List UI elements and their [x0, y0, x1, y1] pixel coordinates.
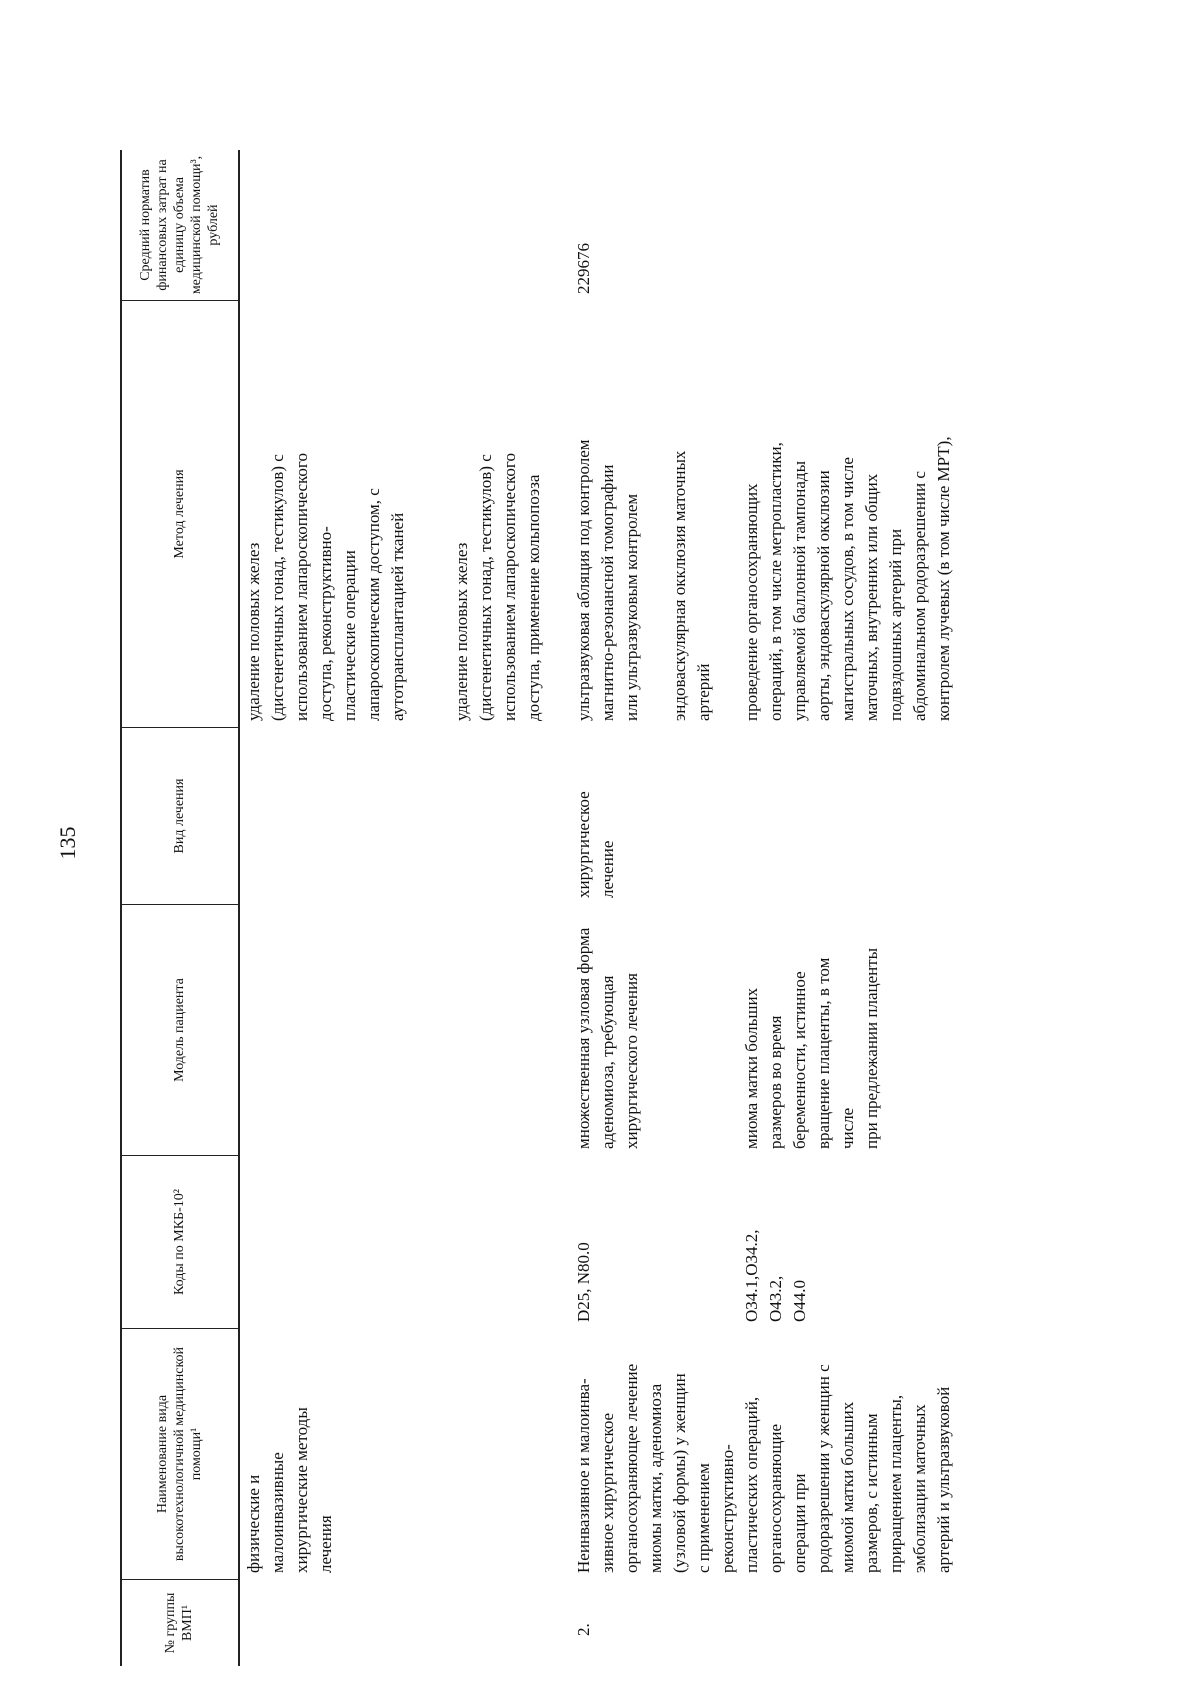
- patient-model-1: множественная узловая форма аденомиоза, требующая хирургического лечения: [574, 927, 641, 1149]
- prev-method-1: удаление половых желез (дисгенетичных гонад, тестикулов) с использованием лапароскопического доступа, реконструктивно- пластические операции лапароскопическим доступом, с аутотрансплантацией тканей: [244, 453, 407, 721]
- header-group-number: № группы ВМП¹: [163, 1592, 195, 1654]
- header-patient-model: Модель пациента: [171, 978, 187, 1082]
- header-vmp-name: Наименование вида высокотехнологичной медицинской помощи¹: [154, 1346, 204, 1562]
- group-number: 2.: [574, 1623, 593, 1636]
- vmp-name: Неинвазивное и малоинва- зивное хирургическое органосохраняющее лечение миомы матки, аденомиоза (узловой формы) у женщин с применением реконструктивно- пластических операций, органосохраняющие операции при родоразрешении у женщин с миомой матки больших размеров, с истинным приращением плаценты, эмболизации маточных артерий и ультразвуковой: [574, 1363, 953, 1573]
- method-2: эндоваскулярная окклюзия маточных артерий: [670, 450, 713, 721]
- table-header: [120, 106, 238, 1666]
- icd-codes-2: O34.1,O34.2, O43.2, O44.0: [742, 1229, 809, 1322]
- icd-codes-1: D25, N80.0: [574, 1242, 593, 1322]
- method-3: проведение органосохраняющих операций, в том числе метропластики, управляемой баллонной тампонады аорты, эндоваскулярной окклюзии магистральных сосудов, в том числе маточных, внутренних или общих подвздошных артерий при абдоминальном родоразрешении с контролем лучевых (в том числе МРТ),: [742, 436, 953, 721]
- cost-value: 229676: [574, 243, 593, 294]
- prev-method-2: удаление половых желез (дисгенетичных гонад, тестикулов) с использованием лапароскопического доступа, применение кольпопоэза: [452, 453, 543, 721]
- header-cost-norm: Средний норматив финансовых затрат на единицу объема медицинской помощи³, рублей: [137, 155, 221, 295]
- method-1: ультразвуковая абляция под контролем магнитно-резонансной томографии или ультразвуковым контролем: [574, 439, 641, 721]
- header-icd-codes: Коды по МКБ-10²: [171, 1189, 187, 1295]
- patient-model-2: миома матки больших размеров во время беременности, истинное вращение плаценты, в том числе при предлежании плаценты: [742, 947, 881, 1149]
- header-treatment-method: Метод лечения: [171, 469, 187, 559]
- page-number: 135: [55, 826, 80, 860]
- treatment-type: хирургическое лечение: [574, 791, 617, 898]
- prev-vmp-name: физические и малоинвазивные хирургические методы лечения: [244, 1407, 335, 1573]
- header-treatment-type: Вид лечения: [171, 778, 187, 854]
- table: [120, 106, 1160, 1666]
